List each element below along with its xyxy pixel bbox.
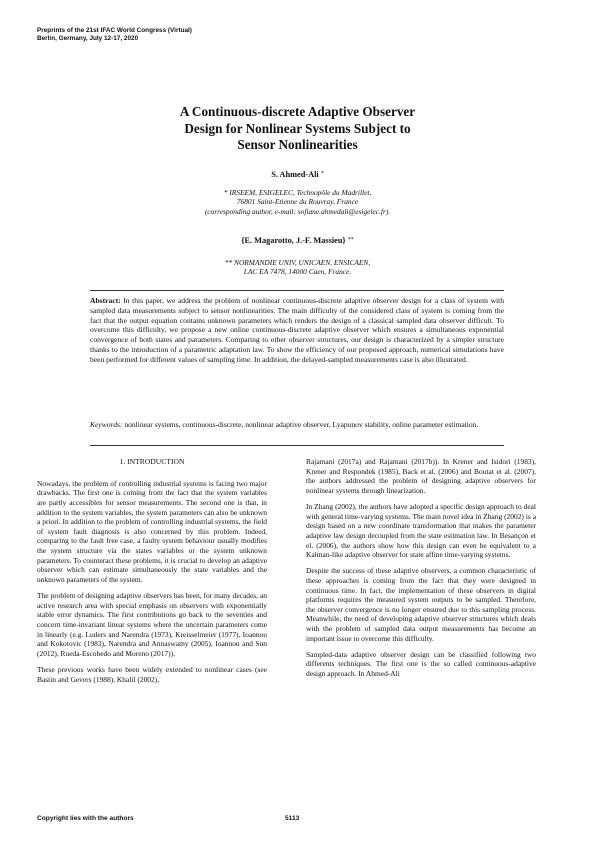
abstract-bottom-rule — [90, 445, 504, 446]
conference-header — [37, 27, 192, 43]
affiliation-2-line-2: LAC EA 7478, 14000 Caen, France. — [243, 267, 352, 277]
paragraph: Sampled-data adaptive observer design can be classified following two differents techniques. The first one is the so called continuous-adaptive design approach. In Ahmed-Ali — [306, 649, 536, 678]
affiliation-2-line-1: ** NORMANDIE UNIV, UNICAEN, ENSICAEN, — [224, 258, 371, 267]
title-line-3: Sensor Nonlinearities — [237, 137, 358, 152]
affiliation-2 — [80, 258, 515, 277]
paragraph: Rajamani (2017a) and Rajamani (2017b)). In Krener and Isidori (1983), Krener and Respondek (1985), Back et al. (2006) and Boutat et al. (2007), the authors addressed the problem of designing adaptive observers for nonlinear systems through linearization. — [306, 457, 536, 495]
conference-location-date: Berlin, Germany, July 12-17, 2020 — [37, 35, 139, 42]
author-second — [80, 236, 515, 245]
left-column — [37, 457, 267, 691]
page-number: 5113 — [285, 815, 300, 822]
abstract — [90, 296, 504, 365]
paragraph: These previous works have been widely extended to nonlinear cases (see Bastin and Gevers (1988), Khalil (2002), — [37, 664, 267, 684]
section-heading: 1. INTRODUCTION — [119, 457, 185, 466]
author-first-name: S. Ahmed-Ali — [271, 170, 319, 179]
author-second-mark: ** — [347, 237, 354, 243]
paper-title — [80, 104, 515, 154]
paragraph: Nowadays, the problem of controlling industrial systems is facing two major drawbacks. The first one is coming from the fact that the system variables are partly accessibles for sensor measurements. The second one is that, in addition to the system variables, the system parameters can also be unknown a priori. In addition to the problem of controlling industrial systems, the field of system fault diagnosis is also concerned by this problem. Indeed, comparing to the fault free case, a faulty system behaviour usually modifies the system structure via the states variables or the system unknown parameters. To counteract these problems, it is crucial to develop an adaptive observer which can estimate simultaneously the state variables and the unknown parameters of the system. — [37, 478, 267, 584]
copyright-notice: Copyright lies with the authors — [37, 815, 134, 822]
abstract-label: Abstract: — [90, 296, 121, 305]
keywords-text: nonlinear systems, continuous-discrete, nonlinear adaptive observer, Lyapunov stability, online parameter estimation. — [124, 420, 479, 429]
title-line-1: A Continuous-discrete Adaptive Observer — [179, 104, 416, 119]
right-column — [306, 457, 536, 685]
paragraph: Despite the success of these adaptive observers, a common characteristic of these approaches is coming from the fact that they were designed in continuous time. In fact, the implementation of these observers in digital platforms requires the measured system outputs to be sampled. Therefore, the observer convergence is no longer ensured due to this sampling process. Meanwhile, the need of developing adaptive observer structures which deals with the problem of sampled data output measurements has become an important issue to overcome this difficulty. — [306, 566, 536, 643]
abstract-top-rule — [90, 290, 504, 291]
title-line-2: Design for Nonlinear Systems Subject to — [184, 120, 411, 136]
keywords — [90, 420, 504, 430]
conference-name: Preprints of the 21st IFAC World Congress (Virtual) — [37, 27, 192, 34]
author-first-mark: * — [320, 171, 324, 177]
affiliation-1-line-3: (corresponding author, e-mail: sofiane.ahmedali@esigelec.fr). — [204, 206, 391, 216]
affiliation-1-line-2: 76801 Saint-Etienne du Rouvray, France — [236, 197, 359, 207]
affiliation-1-line-1: * IRSEEM, ESIGELEC, Technopôle du Madrillet, — [223, 188, 372, 197]
author-second-names: {E. Magarotto, J.-F. Massieu} — [241, 236, 346, 245]
affiliation-1 — [80, 188, 515, 216]
paragraph: The problem of designing adaptive observers has been, for many decades, an active research area with special emphasis on observers with exponentially stable error dynamics. The first contributions go back to the seventies and concern time-invariant linear systems where the uncertain parameters come in linearly (e.g. Luders and Narendra (1973), Kreisselmeier (1977), Ioannou and Kokotovic (1983), Narendra and Annaswamy (2005), Ioannou and Sun (2012), Rueda-Escobedo and Moreno (2017)). — [37, 591, 267, 658]
author-first — [80, 170, 515, 179]
abstract-text: In this paper, we address the problem of nonlinear continuous-discrete adaptive observer design for a class of system with sampled data measurements subject to sensor nonlinearities. The main difficulty of the considered class of system is coming from the fact that the output equation contains unknown parameters which renders the design of a classical sampled data observer difficult. To overcome this difficulty, we propose a new online continuous-discrete adaptive observer which ensures a simultaneous exponential convergence of both states and parameters. Comparing to other observer structures, our design is characterized by a simpler structure thanks to the introduction of a parametric adaptation law. To show the efficiency of our proposed approach, numerical simulations have been performed for different values of sampling time. In addition, the delayed-sampled measurements case is also illustrated. — [90, 296, 505, 364]
paragraph: In Zhang (2002), the authors have adopted a specific design approach to deal with general time-varying systems. The main novel idea in Zhang (2002) is a design based on a new coordinate transformation that makes the parameter adaptive law design decoupled from the state estimation law. In Besançon et el. (2006), the authors show how this design can even be equivalent to a Kalman-like adaptive observer for state affine time-varying systems. — [306, 502, 536, 560]
keywords-label: Keywords: — [90, 420, 123, 429]
